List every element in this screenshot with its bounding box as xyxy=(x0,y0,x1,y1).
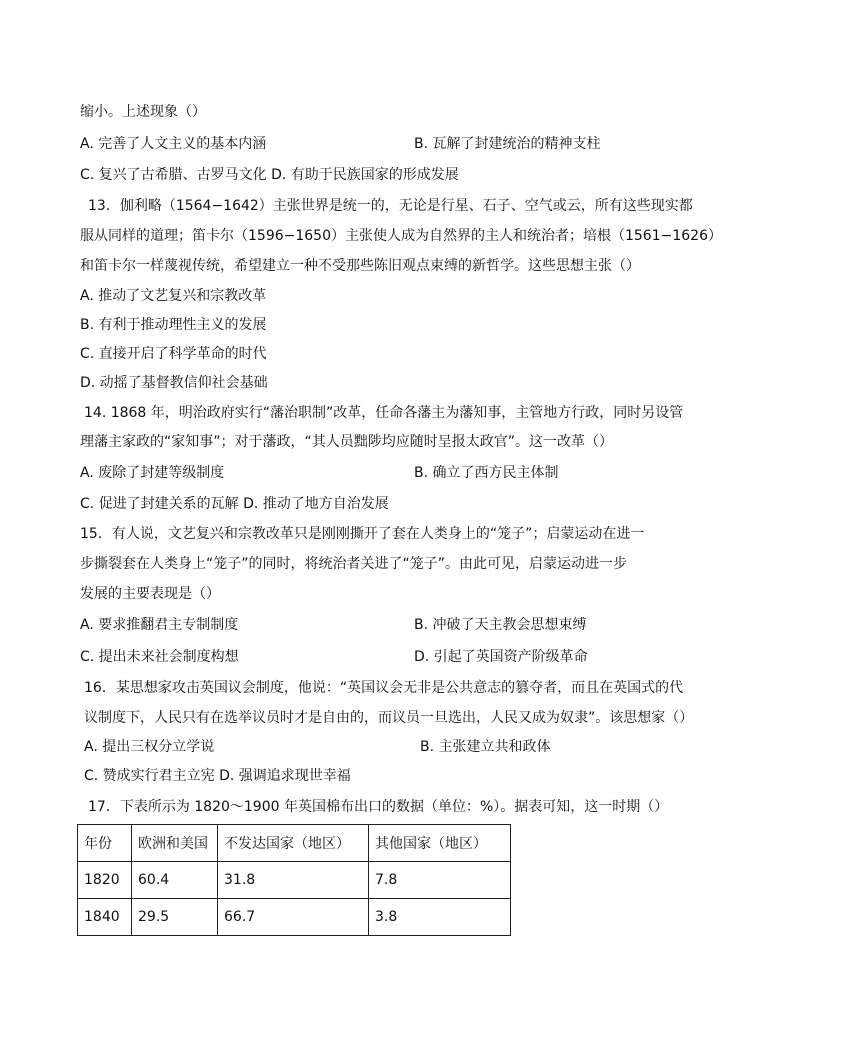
q13-option-d: D. 动摇了基督教信仰社会基础 xyxy=(80,375,268,391)
q14-option-cd: C. 促进了封建关系的瓦解 D. 推动了地方自治发展 xyxy=(80,496,389,512)
q17-stem-line1: 17．下表所示为 1820～1900 年英国棉布出口的数据（单位：%）。据表可知，这一时期（） xyxy=(88,799,669,815)
q13-option-a: A. 推动了文艺复兴和宗教改革 xyxy=(80,288,267,304)
q15-option-a: A. 要求推翻君主专制制度 xyxy=(80,617,239,633)
q12-option-b: B. 瓦解了封建统治的精神支柱 xyxy=(414,136,601,152)
q16-stem-line1: 16．某思想家攻击英国议会制度，他说：“英国议会无非是公共意志的篡夺者，而且在英国式的代 xyxy=(84,680,684,696)
q13-option-b: B. 有利于推动理性主义的发展 xyxy=(80,317,267,333)
table-cell: 7.8 xyxy=(369,862,511,899)
table-cell: 31.8 xyxy=(218,862,369,899)
q16-option-b: B. 主张建立共和政体 xyxy=(420,739,551,755)
q13-stem-line3: 和笛卡尔一样蔑视传统，希望建立一种不受那些陈旧观点束缚的新哲学。这些思想主张（） xyxy=(80,258,640,274)
table-header-cell: 欧洲和美国 xyxy=(132,825,218,862)
q13-stem-line1: 13．伽利略（1564−1642）主张世界是统一的，无论是行星、石子、空气或云，所有这些现实都 xyxy=(88,198,693,214)
table-cell: 60.4 xyxy=(132,862,218,899)
q14-stem-line2: 理藩主家政的“家知事”；对于藩政，“其人员黜陟均应随时呈报太政官”。这一改革（） xyxy=(80,434,614,450)
q16-option-a: A. 提出三权分立学说 xyxy=(84,739,215,755)
q12-option-cd: C. 复兴了古希腊、古罗马文化 D. 有助于民族国家的形成发展 xyxy=(80,167,459,183)
table-cell: 29.5 xyxy=(132,899,218,936)
table-cell: 1820 xyxy=(78,862,132,899)
table-header-cell: 其他国家（地区） xyxy=(369,825,511,862)
q12-stem-tail: 缩小。上述现象（） xyxy=(80,104,206,120)
table-header-row xyxy=(78,825,511,862)
q14-option-b: B. 确立了西方民主体制 xyxy=(414,465,559,481)
q15-option-c: C. 提出未来社会制度构想 xyxy=(80,649,239,665)
table-row xyxy=(78,899,511,936)
table-cell: 1840 xyxy=(78,899,132,936)
q16-option-cd: C. 赞成实行君主立宪 D. 强调追求现世幸福 xyxy=(84,768,351,784)
table-header-cell: 年份 xyxy=(78,825,132,862)
table-cell: 3.8 xyxy=(369,899,511,936)
q15-option-d: D. 引起了英国资产阶级革命 xyxy=(414,649,588,665)
q12-option-a: A. 完善了人文主义的基本内涵 xyxy=(80,136,267,152)
q15-option-b: B. 冲破了天主教会思想束缚 xyxy=(414,617,587,633)
q16-stem-line2: 议制度下，人民只有在选举议员时才是自由的，而议员一旦选出，人民又成为奴隶”。该思想家（） xyxy=(84,710,694,726)
q14-option-a: A. 废除了封建等级制度 xyxy=(80,465,225,481)
q15-stem-line1: 15．有人说，文艺复兴和宗教改革只是刚刚撕开了套在人类身上的“笼子”；启蒙运动在进一 xyxy=(80,526,645,542)
q13-option-c: C. 直接开启了科学革命的时代 xyxy=(80,346,267,362)
q15-stem-line2: 步撕裂套在人类身上“笼子”的同时，将统治者关进了“笼子”。由此可见，启蒙运动进一步 xyxy=(80,556,628,572)
q15-stem-line3: 发展的主要表现是（） xyxy=(80,586,220,602)
table-row xyxy=(78,862,511,899)
cotton-export-table xyxy=(77,824,511,936)
table-cell: 66.7 xyxy=(218,899,369,936)
q13-stem-line2: 服从同样的道理；笛卡尔（1596−1650）主张使人成为自然界的主人和统治者；培根（1561−1626） xyxy=(80,228,722,244)
q14-stem-line1: 14. 1868 年，明治政府实行“藩治职制”改革，任命各藩主为藩知事，主管地方行政，同时另设管 xyxy=(84,405,684,421)
table-header-cell: 不发达国家（地区） xyxy=(218,825,369,862)
